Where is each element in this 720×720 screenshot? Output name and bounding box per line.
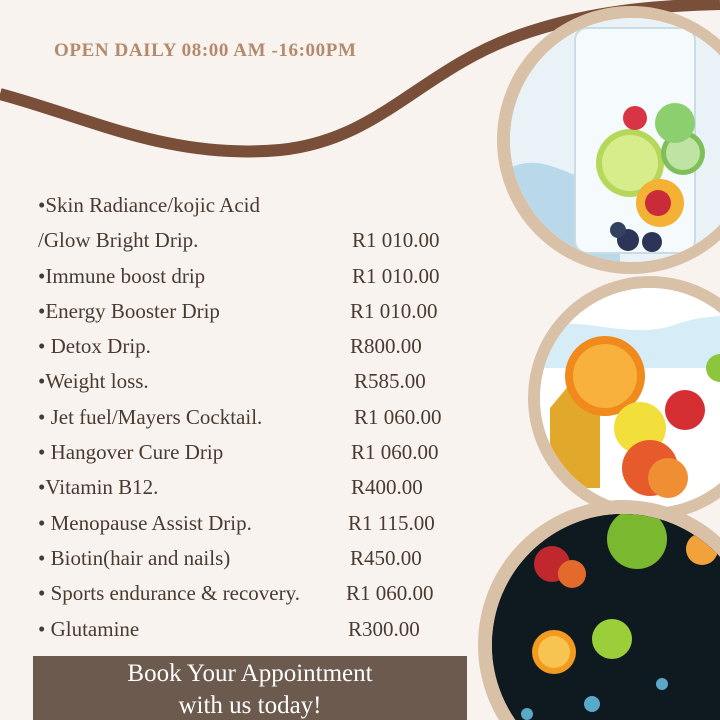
item-name: •Immune boost drip: [38, 263, 206, 288]
list-item: [38, 329, 478, 364]
list-item: [38, 364, 478, 399]
list-item: [38, 576, 478, 611]
item-price: R1 010.00: [352, 263, 440, 288]
item-name: •Weight loss.: [38, 369, 149, 394]
list-item: [38, 294, 478, 329]
item-name: •Skin Radiance/kojic Acid: [38, 193, 260, 217]
list-item: [38, 435, 478, 470]
item-name: • Detox Drip.: [38, 334, 151, 359]
opening-hours: OPEN DAILY 08:00 AM -16:00PM: [54, 40, 357, 61]
list-item: [38, 470, 478, 505]
item-price: R1 115.00: [348, 510, 435, 535]
list-item: [38, 259, 478, 294]
item-name: • Biotin(hair and nails): [38, 545, 231, 570]
item-name: • Sports endurance & recovery.: [38, 581, 300, 606]
price-list: [38, 188, 478, 647]
item-price: R1 060.00: [354, 404, 442, 429]
item-price: R300.00: [348, 616, 420, 641]
list-item: [38, 188, 478, 223]
item-name: • Hangover Cure Drip: [38, 440, 224, 465]
item-price: R450.00: [350, 545, 422, 570]
item-name: • Glutamine: [38, 616, 140, 641]
cta-line-1: Book Your Appointment: [127, 660, 373, 687]
item-price: R1 060.00: [351, 440, 439, 465]
item-price: R800.00: [350, 334, 422, 359]
item-name: /Glow Bright Drip.: [38, 228, 199, 253]
book-appointment-banner[interactable]: [33, 656, 467, 720]
list-item: [38, 400, 478, 435]
item-price: R585.00: [354, 369, 426, 394]
item-price: R1 010.00: [350, 298, 438, 323]
item-price: R1 010.00: [352, 228, 440, 253]
list-item: [38, 506, 478, 541]
item-name: •Energy Booster Drip: [38, 298, 220, 323]
list-item: [38, 223, 478, 258]
list-item: [38, 541, 478, 576]
item-name: • Jet fuel/Mayers Cocktail.: [38, 404, 263, 429]
item-price: R1 060.00: [346, 581, 434, 606]
list-item: [38, 612, 478, 647]
item-price: R400.00: [351, 475, 423, 500]
item-name: •Vitamin B12.: [38, 475, 159, 500]
cta-line-2: with us today!: [178, 692, 322, 719]
item-name: • Menopause Assist Drip.: [38, 510, 252, 535]
